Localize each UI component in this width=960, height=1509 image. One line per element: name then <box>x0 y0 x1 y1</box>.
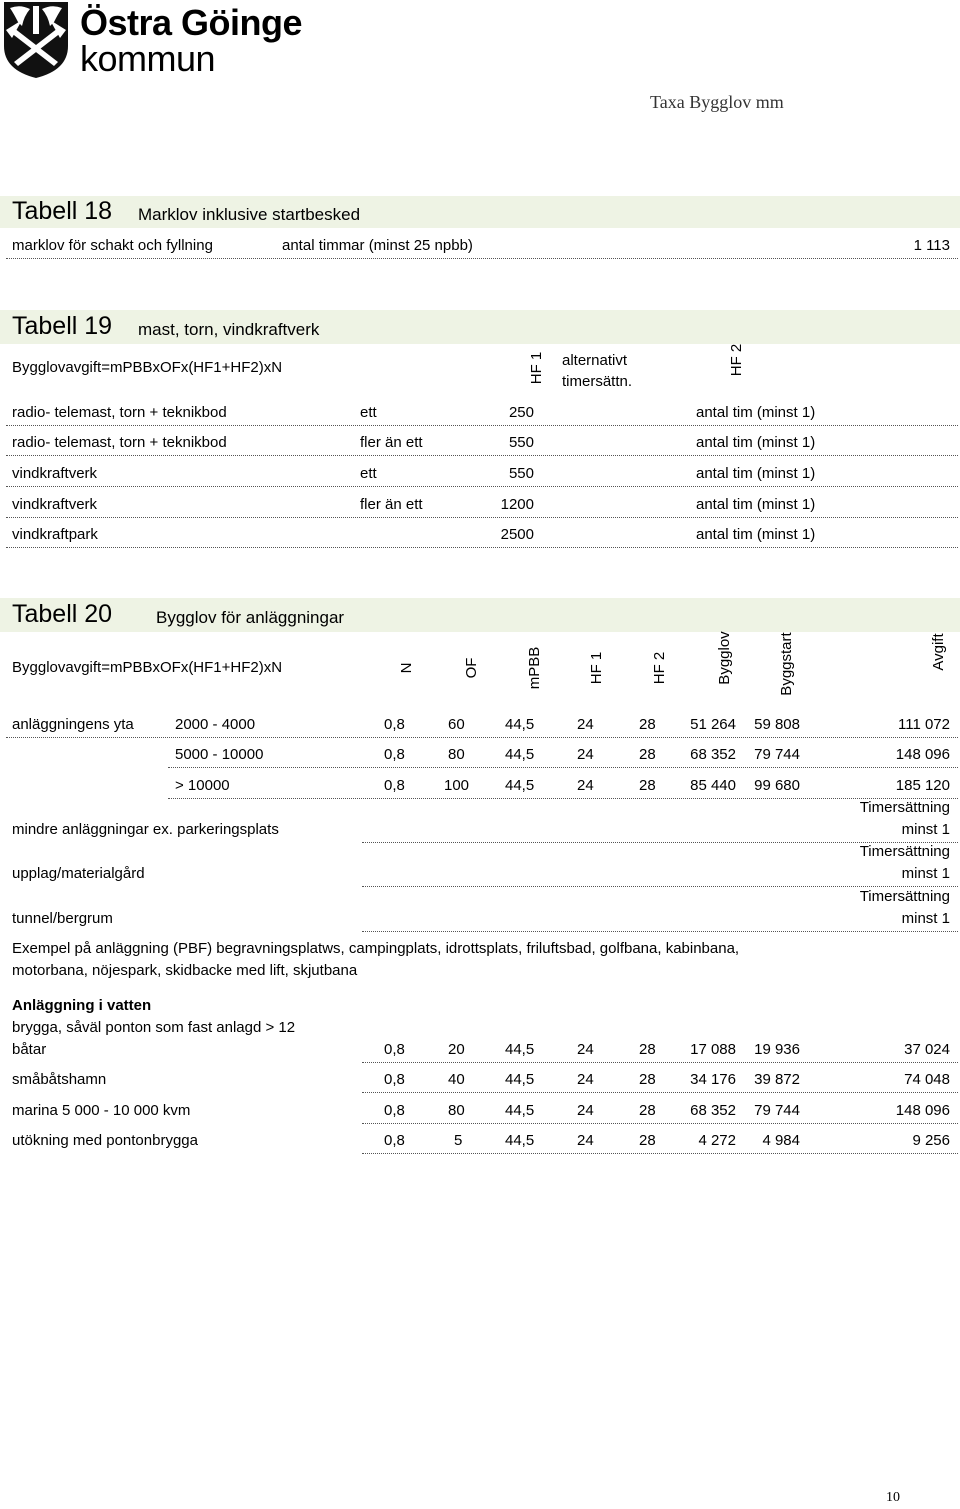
page-number: 10 <box>886 1490 900 1505</box>
t19-row-name: radio- telemast, torn + teknikbod <box>12 404 227 421</box>
cell-n: 0,8 <box>384 1102 405 1119</box>
row-divider <box>362 931 958 932</box>
cell-avgift: 185 120 <box>895 777 950 794</box>
timer-row-name: mindre anläggningar ex. parkeringsplats <box>12 821 279 838</box>
cell-mpbb: 44,5 <box>505 1071 535 1088</box>
t19-alt-line1: alternativt <box>562 352 628 369</box>
row-divider <box>362 1062 958 1063</box>
cell-mpbb: 44,5 <box>505 1102 535 1119</box>
t19-row-unit: antal tim (minst 1) <box>696 526 816 543</box>
t19-row-unit: antal tim (minst 1) <box>696 465 816 482</box>
cell-mpbb: 44,5 <box>505 1041 535 1058</box>
t18-row-divider <box>6 258 958 259</box>
row-divider <box>362 1153 958 1154</box>
cell-hf1: 24 <box>577 716 594 733</box>
cell-mpbb: 44,5 <box>505 777 535 794</box>
water-name2: båtar <box>12 1041 47 1058</box>
t19-title: mast, torn, vindkraftverk <box>138 320 320 339</box>
t19-row-divider <box>6 455 958 456</box>
cell-avgift: 9 256 <box>912 1132 950 1149</box>
t19-row-qty: fler än ett <box>360 496 423 513</box>
t19-col-hf2: HF 2 <box>728 343 745 377</box>
cell-of: 100 <box>444 777 470 794</box>
t18-row-text: marklov för schakt och fyllning <box>12 237 213 254</box>
t20-col-bygglov: Bygglov <box>716 631 733 685</box>
water-name2: marina 5 000 - 10 000 kvm <box>12 1102 191 1119</box>
cell-byggstart: 79 744 <box>754 746 800 763</box>
t19-row-unit: antal tim (minst 1) <box>696 404 816 421</box>
timer-row-name: upplag/materialgård <box>12 865 145 882</box>
water-name2: utökning med pontonbrygga <box>12 1132 198 1149</box>
t19-row-value: 250 <box>508 404 534 421</box>
t20-header-bar <box>0 598 960 632</box>
t18-row-unit: antal timmar (minst 25 npbb) <box>282 237 473 254</box>
cell-hf1: 24 <box>577 746 594 763</box>
cell-hf1: 24 <box>577 1132 594 1149</box>
cell-byggstart: 19 936 <box>754 1041 800 1058</box>
cell-byggstart: 39 872 <box>754 1071 800 1088</box>
cell-mpbb: 44,5 <box>505 1132 535 1149</box>
cell-bygglov: 68 352 <box>690 1102 736 1119</box>
cell-mpbb: 44,5 <box>505 716 535 733</box>
cell-bygglov: 17 088 <box>690 1041 736 1058</box>
t19-row-name: vindkraftverk <box>12 496 98 513</box>
t20-example-line2: motorbana, nöjespark, skidbacke med lift, skjutbana <box>12 962 358 979</box>
logo-text-line1: Östra Göinge <box>80 2 303 43</box>
t19-row-divider <box>6 425 958 426</box>
t19-row-unit: antal tim (minst 1) <box>696 496 816 513</box>
cell-avgift: 111 072 <box>898 716 950 733</box>
t19-row-name: vindkraftpark <box>12 526 98 543</box>
cell-n: 0,8 <box>384 716 405 733</box>
cell-of: 80 <box>448 1102 465 1119</box>
cell-hf1: 24 <box>577 1102 594 1119</box>
t19-row-qty: fler än ett <box>360 434 423 451</box>
t19-row-value: 550 <box>508 434 534 451</box>
water-name1: brygga, såväl ponton som fast anlagd > 12 <box>12 1019 296 1036</box>
cell-hf2: 28 <box>639 1071 656 1088</box>
cell-n: 0,8 <box>384 777 405 794</box>
cell-hf2: 28 <box>639 1132 656 1149</box>
t19-row-value: 550 <box>508 465 534 482</box>
cell-hf1: 24 <box>577 1071 594 1088</box>
water-name2: småbåtshamn <box>12 1071 107 1088</box>
t20-title: Bygglov för anläggningar <box>156 608 345 627</box>
cell-bygglov: 68 352 <box>690 746 736 763</box>
t19-row-name: radio- telemast, torn + teknikbod <box>12 434 227 451</box>
cell-hf2: 28 <box>639 1102 656 1119</box>
t20-col-avgift: Avgift <box>930 633 947 671</box>
cell-avgift: 74 048 <box>904 1071 950 1088</box>
t18-row-value: 1 113 <box>913 237 950 254</box>
cell-bygglov: 34 176 <box>690 1071 736 1088</box>
timer-line2: minst 1 <box>901 910 950 927</box>
logo-emblem-icon <box>0 0 72 80</box>
t20-water-heading: Anläggning i vatten <box>12 997 152 1014</box>
t19-row-qty: ett <box>360 404 377 421</box>
t19-label: Tabell 19 <box>12 312 113 340</box>
t19-row-divider <box>6 517 958 518</box>
area-range: 2000 - 4000 <box>175 716 256 733</box>
cell-hf1: 24 <box>577 777 594 794</box>
t20-col-n: N <box>398 662 415 674</box>
t20-area-label: anläggningens yta <box>12 716 134 733</box>
cell-of: 60 <box>448 716 465 733</box>
row-divider <box>362 1123 958 1124</box>
cell-n: 0,8 <box>384 1071 405 1088</box>
cell-hf1: 24 <box>577 1041 594 1058</box>
area-range: 5000 - 10000 <box>175 746 264 763</box>
t19-row-divider <box>6 547 958 548</box>
cell-of: 20 <box>448 1041 465 1058</box>
cell-of: 40 <box>448 1071 465 1088</box>
cell-bygglov: 4 272 <box>698 1132 736 1149</box>
t18-title: Marklov inklusive startbesked <box>138 205 361 224</box>
t20-formula: Bygglovavgift=mPBBxOFx(HF1+HF2)xN <box>12 659 283 676</box>
timer-line1: Timersättning <box>859 843 950 860</box>
row-divider <box>6 737 958 738</box>
timer-line1: Timersättning <box>859 888 950 905</box>
t19-row-value: 1200 <box>500 496 534 513</box>
t19-alt-line2: timersättn. <box>562 373 633 390</box>
t20-col-byggstart: Byggstart <box>778 632 795 696</box>
t18-label: Tabell 18 <box>12 197 113 225</box>
cell-byggstart: 4 984 <box>762 1132 800 1149</box>
cell-avgift: 148 096 <box>895 1102 950 1119</box>
t19-row-unit: antal tim (minst 1) <box>696 434 816 451</box>
cell-avgift: 37 024 <box>904 1041 950 1058</box>
cell-byggstart: 99 680 <box>754 777 800 794</box>
cell-hf2: 28 <box>639 1041 656 1058</box>
timer-line2: minst 1 <box>901 821 950 838</box>
cell-hf2: 28 <box>639 716 656 733</box>
row-divider <box>362 1092 958 1093</box>
cell-of: 80 <box>448 746 465 763</box>
cell-n: 0,8 <box>384 746 405 763</box>
t20-col-of: OF <box>463 657 480 679</box>
t20-col-hf2: HF 2 <box>651 651 668 685</box>
t20-label: Tabell 20 <box>12 600 113 628</box>
row-divider <box>168 767 958 768</box>
row-divider <box>362 886 958 887</box>
logo-text-line2: kommun <box>80 38 216 79</box>
document-title: Taxa Bygglov mm <box>650 92 784 112</box>
t20-example-line1: Exempel på anläggning (PBF) begravningsplatws, campingplats, idrottsplats, friluftsbad, golfbana, kabinbana, <box>12 940 740 957</box>
t19-row-name: vindkraftverk <box>12 465 98 482</box>
cell-hf2: 28 <box>639 777 656 794</box>
cell-byggstart: 59 808 <box>754 716 800 733</box>
timer-line1: Timersättning <box>859 799 950 816</box>
t19-formula: Bygglovavgift=mPBBxOFx(HF1+HF2)xN <box>12 359 283 376</box>
cell-n: 0,8 <box>384 1132 405 1149</box>
timer-row-name: tunnel/bergrum <box>12 910 113 927</box>
timer-line2: minst 1 <box>901 865 950 882</box>
t19-row-divider <box>6 486 958 487</box>
cell-byggstart: 79 744 <box>754 1102 800 1119</box>
cell-hf2: 28 <box>639 746 656 763</box>
t19-row-qty: ett <box>360 465 377 482</box>
cell-bygglov: 85 440 <box>690 777 736 794</box>
t19-col-hf1: HF 1 <box>528 351 545 385</box>
t20-col-mpbb: mPBB <box>526 646 543 690</box>
cell-mpbb: 44,5 <box>505 746 535 763</box>
t20-col-hf1: HF 1 <box>588 651 605 685</box>
area-range: > 10000 <box>175 777 230 794</box>
cell-bygglov: 51 264 <box>690 716 736 733</box>
cell-n: 0,8 <box>384 1041 405 1058</box>
cell-avgift: 148 096 <box>895 746 950 763</box>
t19-row-value: 2500 <box>500 526 534 543</box>
cell-of: 5 <box>454 1132 463 1149</box>
